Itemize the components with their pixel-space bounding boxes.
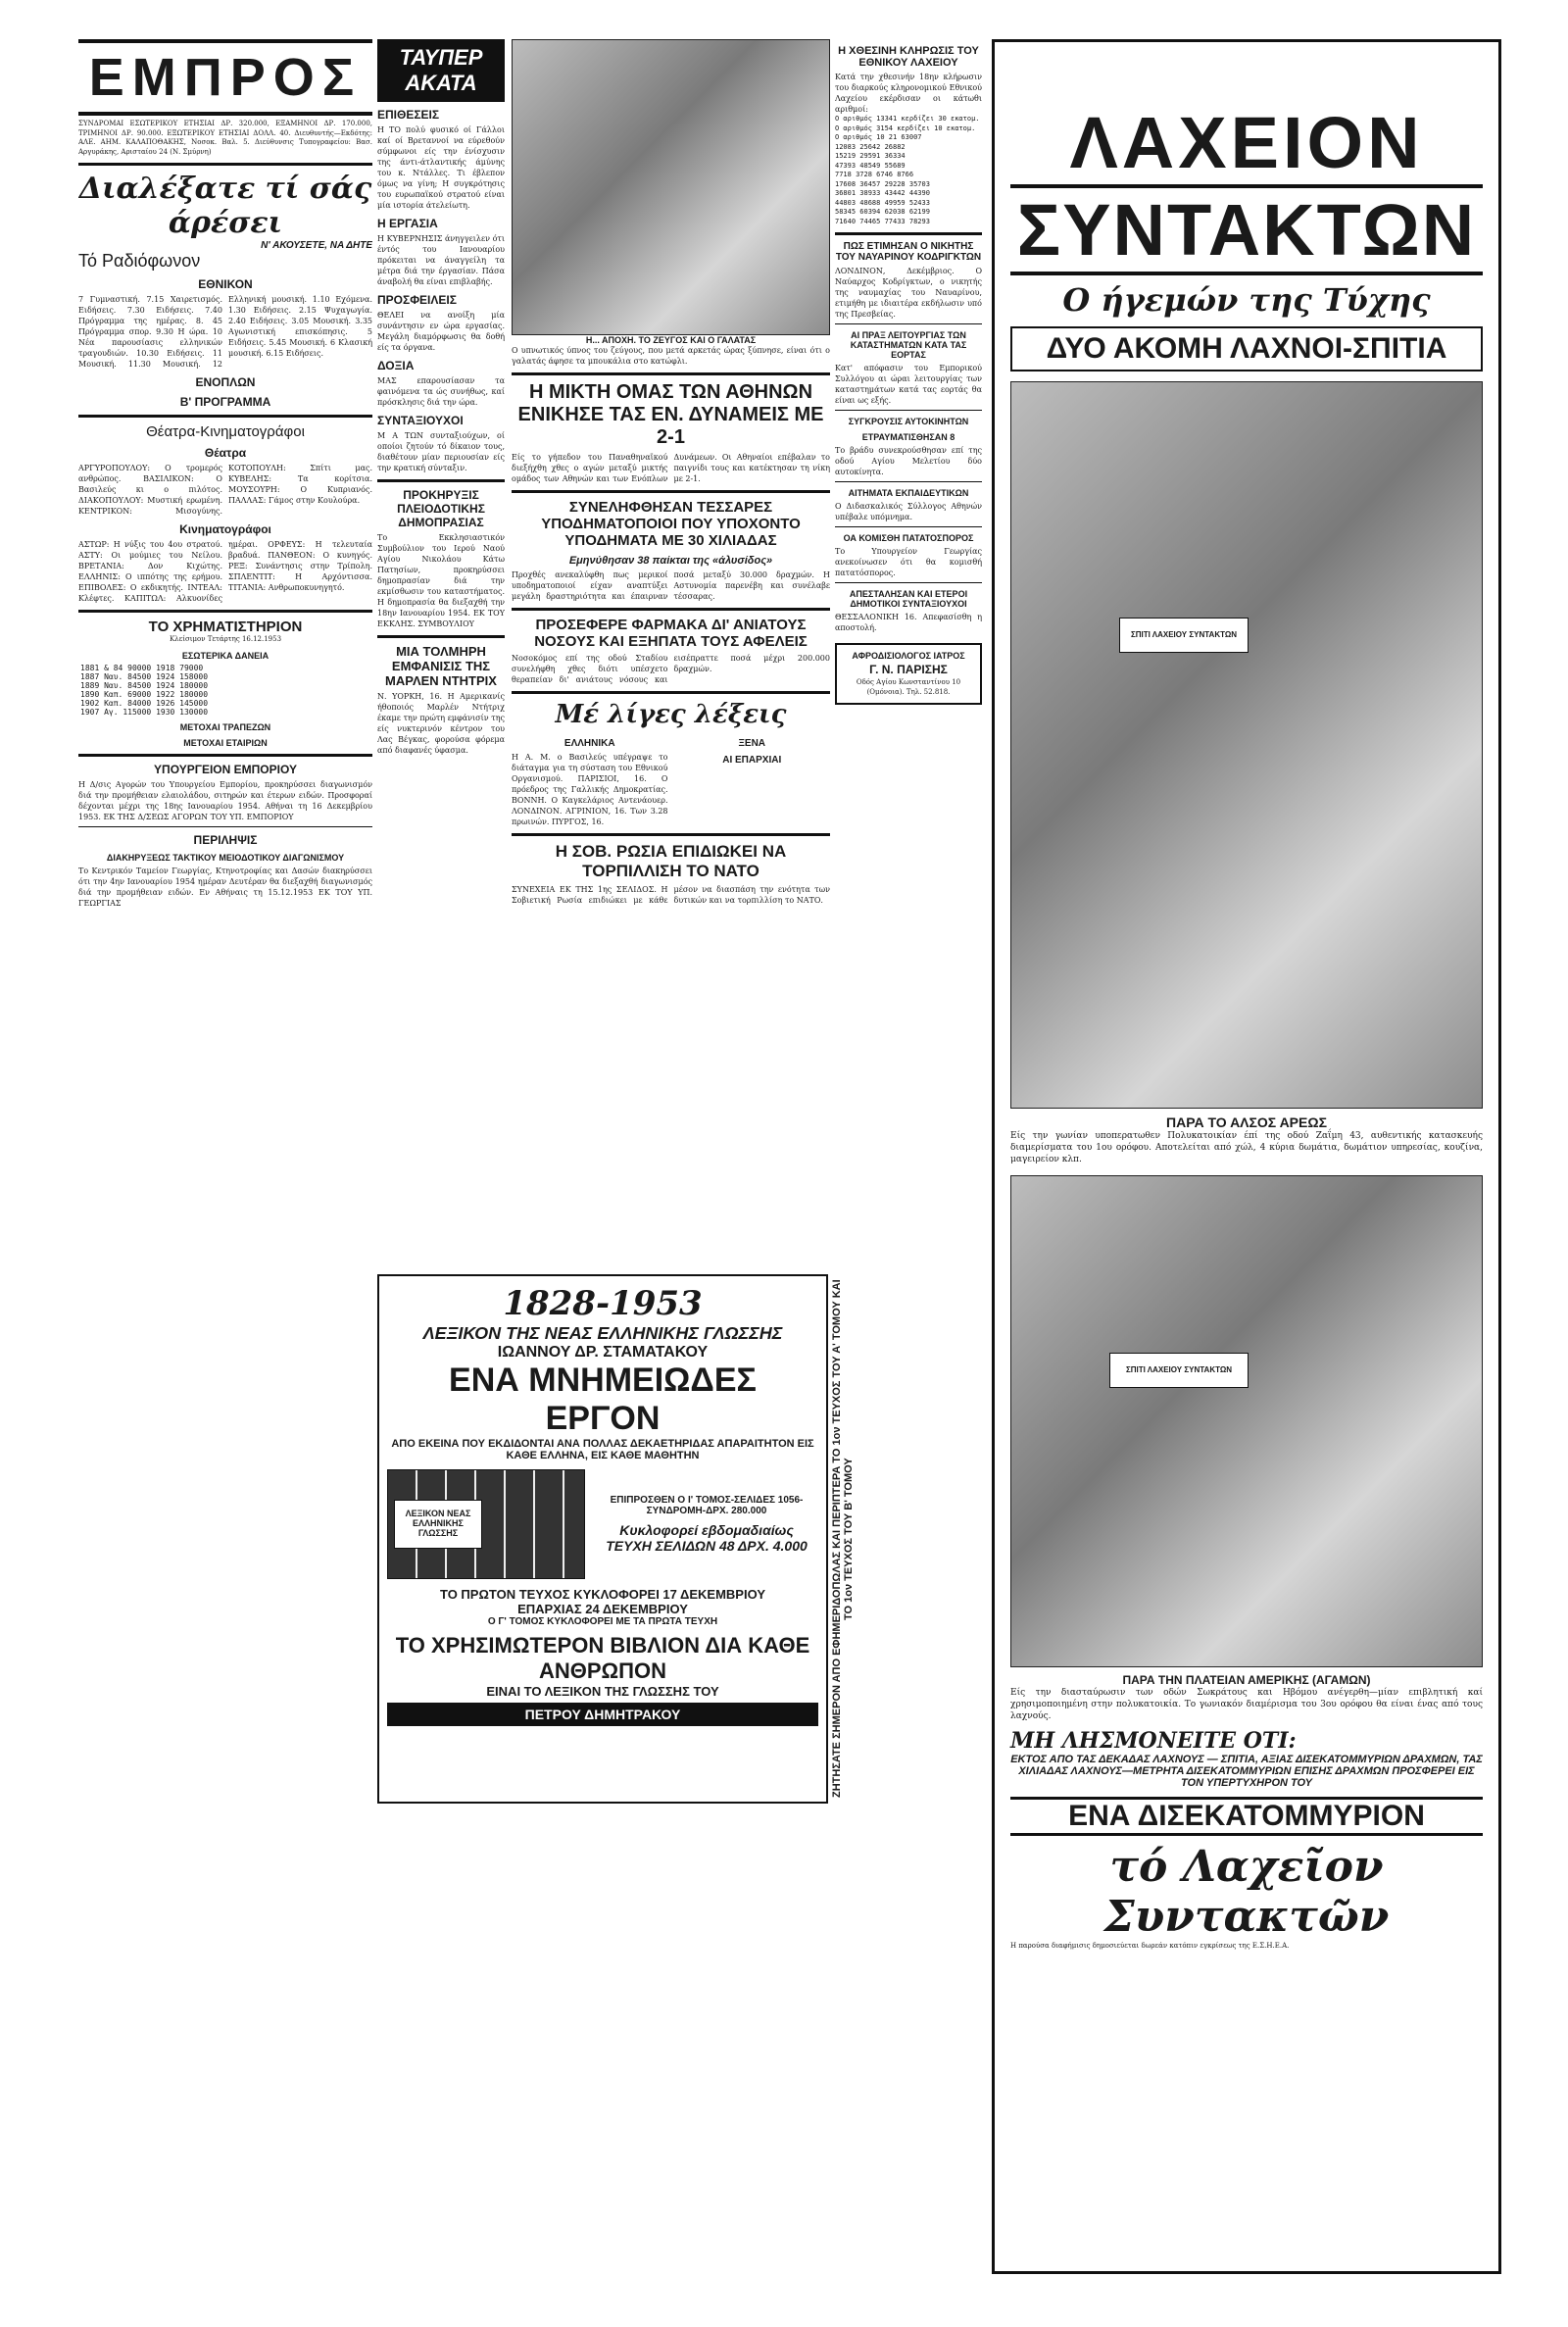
list-item: Ο αριθμός 13341 κερδίζει 30 εκατομ. (835, 115, 980, 123)
ministry-body: Η Δ/σις Αγορών του Υπουργείου Εμπορίου, προκηρύσσει διαγωνισμόν διά την προμήθειαν ελαιολάδου, σιτηρών και έτερων ειδών. Προσφοραί δέχονται μέχρι της 18ης Ιανουαρίου 1954. Αθήναι τη 16 Δεκεμβρίου 1953. ΕΚ ΤΗΣ Δ/ΣΕΩΣ ΑΓΟΡΩΝ ΤΟΥ ΥΠ. ΕΜΠΟΡΙΟΥ (78, 779, 372, 821)
news-photo (512, 39, 830, 335)
list-item: 47393 48549 55689 (835, 161, 906, 170)
lottery-draw-rows (835, 115, 982, 226)
col2-body2: Η ΚΥΒΕΡΝΗΣΙΣ άνηγγειλεν ότι έντός του Ιανουαρίου πρόκειται να άναγγείλη τα μέτρα διά την έργασίαν. Πάσα άναβολή θα είναι επιβλαβής. (377, 234, 505, 286)
headline-arrest: ΣΥΝΕΛΗΦΘΗΣΑΝ ΤΕΣΣΑΡΕΣ ΥΠΟΔΗΜΑΤΟΠΟΙΟΙ ΠΟΥ ΥΠΟΧΟΝΤΟ ΥΠΟΔΗΜΑΤΑ ΜΕ 30 ΧΙΛΙΑΔΑΣ (541, 499, 801, 549)
lottery-ad (992, 39, 1501, 2274)
headline-football: Η ΜΙΚΤΗ ΟΜΑΣ ΤΩΝ ΑΘΗΝΩΝ ΕΝΙΚΗΣΕ ΤΑΣ ΕΝ. ΔΥΝΑΜΕΙΣ ΜΕ 2-1 (517, 381, 824, 448)
ad-info: Ο Γ' ΤΟΜΟΣ ΚΥΚΛΟΦΟΡΕΙ ΜΕ ΤΑ ΠΡΩΤΑ ΤΕΥΧΗ (487, 1616, 718, 1627)
col2-body3: ΘΕΛΕΙ να ανοίξη μία συνάντησιν εν ώρα εργασίας. Μεγάλη διαμόρφωσις θα δοθή είς τα όργανα. (377, 311, 505, 352)
radio-title: Τό Ραδιόφωνον (78, 251, 201, 271)
codrington-body: ΛΟΝΔΙΝΟΝ, Δεκέμβριος. Ο Ναύαρχος Κοδρίγκτων, ο νικητής της ναυμαχίας του Ναυαρίνου, ετιμήθη με ιδιαιτέρα εκδήλωσιν υπό της Πρεσβείας. (835, 267, 982, 319)
table-row: 1907 Αγ. 115000 1930 130000 (80, 707, 209, 717)
list-item: 12083 25642 26882 (835, 142, 906, 151)
headline-arrest-sub: Εμηνύθησαν 38 παίκται της «άλυσίδος» (568, 555, 773, 567)
column-3 (512, 39, 830, 2274)
doctor-card-text: Οδός Αγίου Κωνσταντίνου 10 (Ομόνοια). Τηλ. 52.818. (856, 678, 961, 696)
russia-body: ΣΥΝΕΧΕΙΑ ΕΚ ΤΗΣ 1ης ΣΕΛΙΔΟΣ. Η Σοβιετική Ρωσία επιδιώκει με κάθε μέσον να διασπάση την ενότητα των δυτικών και να τορπιλλίση το ΝΑΤΟ. (512, 885, 830, 905)
lottery-headline: ΔΥΟ ΑΚΟΜΗ ΛΑΧΝΟΙ-ΣΠΙΤΙΑ (1010, 326, 1483, 371)
photo1-text: Είς την γωνίαν υποπερατωθεν Πολυκατοικίαν έπί της οδού Ζαΐμη 43, αυθεντικής κατασκευής διαμερίσματα του 1ου ορόφου. Αποτελείται από χώλ, 4 κύρια δωμάτια, δωμάτιον υπηρεσίας, κουζίνα, μαγειρείον κλπ. (1010, 1131, 1483, 1164)
ad-weekly: Κυκλοφορεί εβδομαδιαίως ΤΕΥΧΗ ΣΕΛΙΔΩΝ 48 ΔΡΧ. 4.000 (606, 1522, 808, 1554)
ad-book: ΛΕΞΙΚΟΝ ΝΕΑΣ ΕΛΛΗΝΙΚΗΣ ΓΛΩΣΣΗΣ (394, 1500, 482, 1549)
shops-title: ΑΙ ΠΡΑΞ ΛΕΙΤΟΥΡΓΙΑΣ ΤΩΝ ΚΑΤΑΣΤΗΜΑΤΩΝ ΚΑΤΑ ΤΑΣ ΕΟΡΤΑΣ (850, 330, 967, 360)
pensioners-body: ΘΕΣΣΑΛΟΝΙΚΗ 16. Απεφασίσθη η αποστολή. (835, 613, 982, 632)
doctor-card-name: Γ. Ν. ΠΑΡΙΣΗΣ (869, 663, 948, 676)
script-banner: Διαλέξατε τί σάς άρέσει (78, 172, 372, 240)
arrest-body: Προχθές ανεκαλύφθη πως μερικοί υποδηματοποιοί είχαν αναπτύξει μεγάλη δραστηριότητα και έπαιρναν ποσά μεταξύ 30.000 δραχμών. Η Αστυνομία παρενέβη και συνέλαβε τέσσαρας. (512, 570, 830, 601)
theatre-sub: Θέατρα (204, 446, 247, 460)
ad-publisher: ΠΕΤΡΟΥ ΔΗΜΗΤΡΑΚΟΥ (387, 1703, 818, 1726)
table-row: 1889 Ναυ. 84500 1924 180000 (80, 680, 209, 690)
perilipsis-sub: ΔΙΑΚΗΡΥΞΕΩΣ ΤΑΚΤΙΚΟΥ ΜΕΙΟΔΟΤΙΚΟΥ ΔΙΑΓΩΝΙΣΜΟΥ (106, 852, 345, 863)
brief-sub1: ΕΛΛΗΝΙΚΑ (564, 738, 615, 749)
cinema-sub: Κινηματογράφοι (179, 522, 271, 536)
teachers-body: Ο Διδασκαλικός Σύλλογος Αθηνών υπέβαλε υπόμνημα. (835, 502, 982, 521)
teachers-title: ΑΙΤΗΜΑΤΑ ΕΚΠΑΙΔΕΥΤΙΚΩΝ (848, 488, 969, 498)
theatre-title: Θέατρα-Κινηματογράφοι (146, 423, 305, 440)
lottery-title-2: ΣΥΝΤΑΚΤΩΝ (1010, 184, 1483, 275)
table-row: 1890 Καπ. 69000 1922 180000 (80, 689, 209, 699)
radio-sub1: ΕΘΝΙΚΟΝ (198, 277, 253, 291)
perilipsis-title: ΠΕΡΙΛΗΨΙΣ (193, 832, 258, 847)
col2-sub2: Η ΕΡΓΑΣΙΑ (377, 217, 438, 230)
injured-title: ΕΤΡΑΥΜΑΤΙΣΘΗΣΑΝ 8 (861, 432, 956, 442)
ad-author: ΙΩΑΝΝΟΥ ΔΡ. ΣΤΑΜΑΤΑΚΟΥ (497, 1344, 709, 1361)
perilipsis-body: Το Κεντρικόν Ταμείον Γεωργίας, Κτηνοτροφίας και Δασών διακηρύσσει ότι την 4ην Ιανουαρίου 1954 ημέραν Δευτέραν θα διεξαχθή διαγωνισμός διά την προμήθειαν ειδών. Εν Αθήναις τη 15.12.1953 ΕΚ ΤΟΥ ΥΠ. ΓΕΩΡΓΙΑΣ (78, 866, 372, 908)
photo2-sign: ΣΠΙΤΙ ΛΑΧΕΙΟΥ ΣΥΝΤΑΚΤΩΝ (1109, 1353, 1249, 1388)
list-item: 17608 36457 29228 35703 (835, 179, 930, 188)
lottery-draw-title: Η ΧΘΕΣΙΝΗ ΚΛΗΡΩΣΙΣ ΤΟΥ ΕΘΝΙΚΟΥ ΛΑΧΕΙΟΥ (838, 45, 979, 69)
lottery-sign: τό Λαχεῖον Συντακτῶν (1103, 1842, 1390, 1942)
col2-sub1: ΕΠΙΘΕΣΕΙΣ (377, 108, 440, 122)
column-2 (377, 39, 505, 2274)
shops-body: Κατ' απόφασιν του Εμπορικού Συλλόγου αι ώραι λειτουργίας των καταστημάτων κατά τας εορτάς θα είναι ως εξής. (835, 364, 982, 405)
photo2-caption: ΠΑΡΑ ΤΗΝ ΠΛΑΤΕΙΑΝ ΑΜΕΡΙΚΗΣ (ΑΓΑΜΩΝ) (1122, 1673, 1371, 1687)
table-row: 1881 & 84 90000 1918 79000 (80, 663, 204, 672)
list-item: 15219 29591 36334 (835, 152, 906, 160)
dictionary-ad (377, 1274, 828, 1804)
col2-sub5: ΣΥΝΤΑΞΙΟΥΧΟΙ (377, 414, 464, 427)
photo1-sign: ΣΠΙΤΙ ΛΑΧΕΙΟΥ ΣΥΝΤΑΚΤΩΝ (1119, 618, 1249, 653)
table-row: 1902 Καπ. 84000 1926 145000 (80, 698, 209, 708)
ministry-title: ΥΠΟΥΡΓΕΙΟΝ ΕΜΠΟΡΙΟΥ (154, 762, 297, 776)
col2-sub3: ΠΡΟΣΦΕΙΛΕΙΣ (377, 293, 457, 307)
col2-body4: ΜΑΣ επαρουσίασαν τα φαινόμενα τα ώς συνήθως, καί πρόσκλησις διά την ώρα. (377, 376, 505, 407)
radio-sub2: ΕΝΟΠΛΩΝ (195, 375, 256, 389)
list-item: 7718 3728 6746 8766 (835, 171, 914, 178)
cinema-body: ΑΣΤΩΡ: Η νύξις του 4ου στρατού. ΑΣΤΥ: Οι μούμιες του Νείλου. ΒΡΕΤΑΝΙΑ: Δον Κιχώτης. ΕΛΛΗΝΙΣ: Ο ιππότης της ερήμου. ΕΠΙΒΟΛΕΣ: Ο εκδικητής. ΙΝΤΕΑΛ: Κλέφτες. ΚΑΠΙΤΩΛ: Αλκυονίδες ημέραι. ΟΡΦΕΥΣ: Η τελευταία βραδυά. ΠΑΝΘΕΟΝ: Ο κυνηγός. ΡΕΞ: Συνάντησις στην Τρίπολη. ΣΠΛΕΝΤΙΤ: Η Αρχόντισσα. ΤΙΤΑΝΙΑ: Ανθρωποκυνηγητό. (78, 540, 372, 603)
stock-title: ΤΟ ΧΡΗΜΑΤΙΣΤΗΡΙΟΝ (148, 619, 303, 635)
list-item: Ο αριθμός 3154 κερδίζει 10 εκατομ. (835, 124, 976, 132)
ad-headline: ΛΕΞΙΚΟΝ ΤΗΣ ΝΕΑΣ ΕΛΛΗΝΙΚΗΣ ΓΛΩΣΣΗΣ (422, 1323, 783, 1343)
books-illustration (387, 1469, 585, 1579)
lottery-draw-intro: Κατά την χθεσινήν 18ην κλήρωσιν του διαρκούς κληρονομικού Εθνικού Λαχείου εκέρδισαν οι κάτωθι αριθμοί: (835, 73, 982, 114)
ad-first: ΤΟ ΠΡΩΤΟΝ ΤΕΥΧΟΣ ΚΥΚΛΟΦΟΡΕΙ 17 ΔΕΚΕΜΒΡΙΟΥ (439, 1587, 766, 1602)
masthead-subscription: ΣΥΝΔΡΟΜΑΙ ΕΣΩΤΕΡΙΚΟΥ ΕΤΗΣΙΑΙ ΔΡ. 320.000, ΕΞΑΜΗΝΟΙ ΔΡ. 170.000, ΤΡΙΜΗΝΟΙ ΔΡ. 90.000. ΕΞΩΤΕΡΙΚΟΥ ΕΤΗΣΙΑΙ ΔΟΛΛ. 40. Διευθυντής—Εκδότης: ΑΛΕ. ΑΗΜ. ΚΑΛΑΠΟΘΑΚΗΣ, Νοσοκ. Βαλ. 5. Διεύθυνσις Τυπογραφείου: Βασ. Αργυράκης, Αρισταίου 24 (Ν. Σμύρνη) (78, 120, 372, 156)
theatre-body: ΑΡΓΥΡΟΠΟΥΛΟΥ: Ο τρομερός ανθρώπος. ΒΑΣΙΛΙΚΟΝ: Ο Βασιλεύς κι ο πιλότος. ΔΙΑΚΟΠΟΥΛΟΥ: Μυστική ερωμένη. ΚΕΝΤΡΙΚΟΝ: Μισογύνης. ΚΟΤΟΠΟΥΛΗ: Σπίτι μας. ΚΥΒΕΛΗΣ: Τα κορίτσια. ΜΟΥΣΟΥΡΗ: Ο Κυπριανός. ΠΑΛΛΑΣ: Γάμος στην Κουλούρα. (78, 464, 372, 516)
photo2-text: Είς την διασταύρωσιν των οδών Σωκράτους και Ηβόμου ανέγερθη—μίαν επιβλητική καί χρησιμοποιημένη στην πολυκατοικία. Το γωνιακόν διαμέρισμα του 3ου ορόφου θα είναι ένας από τους λαχνούς. (1010, 1688, 1483, 1721)
remember-title: ΜΗ ΛΗΣΜΟΝΕΙΤΕ ΟΤΙ: (1010, 1728, 1297, 1754)
drugs-body: Νοσοκόμος επί της οδού Σταδίου συνελήφθη χθες διότι υπέσχετο θεραπείαν δι' ανιάτους νόσους και εισέπραττε ποσά μέχρι 200.000 δραχμών. (512, 654, 830, 684)
potato-body: Το Υπουργείον Γεωργίας ανεκοίνωσεν ότι θα κομισθή πατατόσπορος. (835, 547, 982, 577)
remember-body: ΕΚΤΟΣ ΑΠΟ ΤΑΣ ΔΕΚΑΔΑΣ ΛΑΧΝΟΥΣ — ΣΠΙΤΙΑ, ΑΞΙΑΣ ΔΙΣΕΚΑΤΟΜΜΥΡΙΩΝ ΔΡΑΧΜΩΝ, ΤΑΣ ΧΙΛΙΑΔΑΣ ΛΑΧΝΟΥΣ—ΜΕΤΡΗΤΑ ΔΙΣΕΚΑΤΟΜΜΥΡΙΩΝ ΕΠΙΣΗΣ ΔΡΑΧΜΩΝ ΠΡΟΣΦΕΡΕΙ ΕΙΣ ΤΟΝ ΥΠΕΡΤΥΧΗΡΟΝ ΤΟΥ (1010, 1754, 1483, 1789)
collision-title: ΣΥΓΚΡΟΥΣΙΣ ΑΥΤΟΚΙΝΗΤΩΝ (848, 417, 969, 426)
table-row: 1887 Ναυ. 84500 1924 158000 (80, 671, 209, 681)
brief-section (512, 732, 830, 827)
photo1-caption: ΠΑΡΑ ΤΟ ΑΛΣΟΣ ΑΡΕΩΣ (1165, 1114, 1327, 1130)
list-item: Ο αριθμός 10 21 63007 (835, 133, 922, 141)
ad-years: 1828-1953 (503, 1284, 703, 1323)
collision-body: Το βράδυ συνεκρούσθησαν επί της οδού Αγίου Μελετίου δύο αυτοκίνητα. (835, 446, 982, 476)
ad-useful: ΤΟ ΧΡΗΣΙΜΩΤΕΡΟΝ ΒΙΒΛΙΟΝ ΔΙΑ ΚΑΘΕ ΑΝΘΡΩΠΟΝ (395, 1633, 810, 1683)
announce-title: ΠΡΟΚΗΡΥΞΙΣ ΠΛΕΙΟΔΟΤΙΚΗΣ ΔΗΜΟΠΡΑΣΙΑΣ (397, 488, 485, 529)
headline-russia: Η ΣΟΒ. ΡΩΣΙΑ ΕΠΙΔΙΩΚΕΙ ΝΑ ΤΟΡΠΙΛΛΙΣΗ ΤΟ ΝΑΤΟ (555, 842, 787, 880)
news-body: Ν. ΥΟΡΚΗ, 16. Η Αμερικανίς ήθοποιός Μαρλέν Ντήτριχ έκαμε την πρώτη εμφάνισίν της είς νυκτερινόν κέντρον του Λας Βέγκας, φορούσα φόρεμα από διαφανές ύφασμα. (377, 692, 505, 755)
ad-big: ΕΝΑ ΜΝΗΜΕΙΩΔΕΣ ΕΡΓΟΝ (449, 1362, 757, 1437)
news-title: ΜΙΑ ΤΟΛΜΗΡΗ ΕΜΦΑΝΙΣΙΣ ΤΗΣ ΜΑΡΛΕΝ ΝΤΗΤΡΙΧ (385, 644, 497, 688)
radio-body: 7 Γυμναστική. 7.15 Χαιρετισμός. Ειδήσεις. 7.30 Ειδήσεις. 7.40 Πρόγραμμα της ημέρας. 8. 45 Πρόγραμμα σπορ. 9.30 Η ώρα. 10 Νέα παρουσίασις ελληνικών τραγουδιών. 10.30 Ειδήσεις. 11 Μουσική. 11.30 Μουσική. 12 Ελληνική μουσική. 1.10 Εχόμενα. 1.30 Ειδήσεις. 2.15 Ψυχαγωγία. 2.40 Ειδήσεις. 3.05 Μουσική. 3.35 Αγωνιστική επισκόπησις. 5 Ειδήσεις. 5.45 Μουσική. 6 Κλασική μουσική. 6.15 Ειδήσεις. (78, 295, 372, 369)
col2-body1: Η ΤΟ πολύ φυσικό οί Γάλλοι καί οί Βρεταννοί να εύρεθούν σύμφωνοι είς την ένίσχυσιν της άντι-άτλαντικής άμύνης του κ. Ντάλλες. Τι έβλεπον όμως να γίνη; Η συγκρότησις του ευρωπαϊκού στρατού είναι μία ιστορία άτελείωτη. (377, 125, 505, 210)
column-1 (78, 39, 372, 2274)
headline-brief: Μέ λίγες λέξεις (555, 700, 787, 729)
building-photo-2 (1010, 1175, 1483, 1667)
brief-body: Η Α. Μ. ο Βασιλεύς υπέγραψε το διάταγμα για τη σύσταση του Εθνικού Οργανισμού. ΠΑΡΙΣΙΟΙ, 16. Ο πρόεδρος της Γαλλικής Δημοκρατίας. ΒΟΝΝΗ. Ο Καγκελάριος Αντενάουερ. ΛΟΝΔΙΝΟΝ. ΑΓΡΙΝΙΟΝ, 16. Των 3.28 πρωινών. ΠΥΡΓΟΣ, 16. (512, 753, 668, 826)
pensioners-title: ΑΠΕΣΤΑΛΗΣΑΝ ΚΑΙ ΕΤΕΡΟΙ ΔΗΜΟΤΙΚΟΙ ΣΥΝΤΑΞΙΟΥΧΟΙ (849, 589, 968, 609)
photo-text: Ο υπνωτικός ύπνος του ζεύγους, που μετά αρκετάς ώρας ξύπνησε, είναι ότι ο γαλατάς άφησε τα μπουκάλια στο κατώφλι. (512, 346, 830, 366)
radio-sub3: Β' ΠΡΟΓΡΑΜΜΑ (179, 395, 271, 409)
doctor-card (835, 643, 982, 705)
doctor-card-title: ΑΦΡΟΔΙΣΙΟΛΟΓΟΣ ΙΑΤΡΟΣ (852, 651, 965, 661)
list-item: 44803 48688 49959 52433 (835, 198, 930, 207)
column-banner: ΤΑΥΠΕΡ ΑΚΑΤΑ (377, 39, 505, 102)
list-item: 58345 60394 62038 62199 (835, 208, 930, 216)
ad-vertical-text: ΖΗΤΗΣΑΤΕ ΣΗΜΕΡΟΝ ΑΠΟ ΕΦΗΜΕΡΙΔΟΠΩΛΑΣ ΚΑΙ ΠΕΡΙΠΤΕΡΑ ΤΟ 1ον ΤΕΥΧΟΣ ΤΟΥ Α' ΤΟΜΟΥ ΚΑΙ ΤΟ 1ον ΤΕΥΧΟΣ ΤΟΥ Β' ΤΟΜΟΥ (831, 1279, 855, 1799)
stock-table (78, 664, 372, 717)
codrington-title: ΠΩΣ ΕΤΙΜΗΣΑΝ Ο ΝΙΚΗΤΗΣ ΤΟΥ ΝΑΥΑΡΙΝΟΥ ΚΟΔΡΙΓΚΤΩΝ (835, 241, 982, 263)
stock-date: Κλείσιμον Τετάρτης 16.12.1953 (169, 635, 282, 643)
stock-sub1: ΕΣΩΤΕΡΙΚΑ ΔΑΝΕΙΑ (181, 650, 270, 661)
building-photo-1 (1010, 381, 1483, 1109)
ad-text: ΑΠΟ ΕΚΕΙΝΑ ΠΟΥ ΕΚΔΙΔΟΝΤΑΙ ΑΝΑ ΠΟΛΛΑΣ ΔΕΚΑΕΤΗΡΙΔΑΣ ΑΠΑΡΑΙΤΗΤΟΝ ΕΙΣ ΚΑΘΕ ΕΛΛΗΝΑ, ΕΙΣ ΚΑΘΕ ΜΑΘΗΤΗΝ (391, 1438, 814, 1461)
ad-is: ΕΙΝΑΙ ΤΟ ΛΕΞΙΚΟΝ ΤΗΣ ΓΛΩΣΣΗΣ ΤΟΥ (486, 1684, 719, 1699)
list-item: 36801 38933 43442 44390 (835, 189, 930, 197)
lottery-tagline: Ο ήγεμών της Τύχης (1062, 281, 1431, 319)
potato-title: ΟΑ ΚΟΜΙΣΘΗ ΠΑΤΑΤΟΣΠΟΡΟΣ (843, 533, 974, 543)
radio-kicker: Ν' ΑΚΟΥΣΕΤΕ, ΝΑ ΔΗΤΕ (261, 240, 372, 251)
column-4 (835, 39, 982, 2274)
stock-sub2: ΜΕΤΟΧΑΙ ΤΡΑΠΕΖΩΝ (179, 721, 271, 732)
announce-body: Το Εκκλησιαστικόν Συμβούλιον του Ιερού Ναού Αγίου Νικολάου Κάτω Πατησίων, προκηρύσσει δημοπρασίαν διά την εκμίσθωσιν του καταστήματος. Η δημοπρασία θα διεξαχθή την 18ην Ιανουαρίου 1954. ΕΚ ΤΟΥ ΕΚΚΛΗΣ. ΣΥΜΒΟΥΛΙΟΥ (377, 533, 505, 628)
stock-sub3: ΜΕΤΟΧΑΙ ΕΤΑΙΡΙΩΝ (183, 737, 268, 748)
lottery-footnote: Η παρούσα διαφήμισις δημοσιεύεται δωρεάν κατόπιν εγκρίσεως της Ε.Σ.Η.Ε.Α. (1010, 1942, 1290, 1950)
brief-sub3: ΑΙ ΕΠΑΡΧΙΑΙ (722, 755, 782, 766)
col2-sub4: ΔΟΞΙΑ (377, 359, 415, 372)
photo-caption: Η... ΑΠΟΧΗ. ΤΟ ΖΕΥΓΟΣ ΚΑΙ Ο ΓΑΛΑΤΑΣ (585, 335, 757, 345)
headline-drugs: ΠΡΟΣΕΦΕΡΕ ΦΑΡΜΑΚΑ ΔΙ' ΑΝΙΑΤΟΥΣ ΝΟΣΟΥΣ ΚΑΙ ΕΞΗΠΑΤΑ ΤΟΥΣ ΑΦΕΛΕΙΣ (534, 617, 808, 650)
masthead: ΕΜΠΡΟΣ (78, 39, 372, 116)
brief-sub2: ΞΕΝΑ (738, 738, 766, 749)
list-item: 71640 74465 77433 78293 (835, 217, 930, 225)
ad-price-line: ΕΠΙΠΡΟΣΘΕΝ Ο Ι' ΤΟΜΟΣ-ΣΕΛΙΔΕΣ 1056-ΣΥΝΔΡΟΜΗ-ΔΡΧ. 280.000 (610, 1495, 804, 1516)
football-body: Είς το γήπεδον του Παναθηναϊκού διεξήχθη χθες ο αγών μεταξύ μικτής ομάδος των Αθηνών και των Ενόπλων Δυνάμεων. Οι Αθηναίοι επέβαλαν το παιγνίδι τους και κατέκτησαν τη νίκη με 2-1. (512, 453, 830, 483)
ad-province: ΕΠΑΡΧΙΑΣ 24 ΔΕΚΕΜΒΡΙΟΥ (517, 1602, 688, 1616)
col2-body5: Μ Α ΤΩΝ συνταξιούχων, οί οποίοι ζητούν τό δίκαιον τους, διαθέτουν μίαν περιουσίαν είς την κρατική σύνταξιν. (377, 431, 505, 472)
lottery-title-1: ΛΑΧΕΙΟΝ (1069, 102, 1424, 183)
lottery-big: ΕΝΑ ΔΙΣΕΚΑΤΟΜΜΥΡΙΟΝ (1010, 1797, 1483, 1836)
